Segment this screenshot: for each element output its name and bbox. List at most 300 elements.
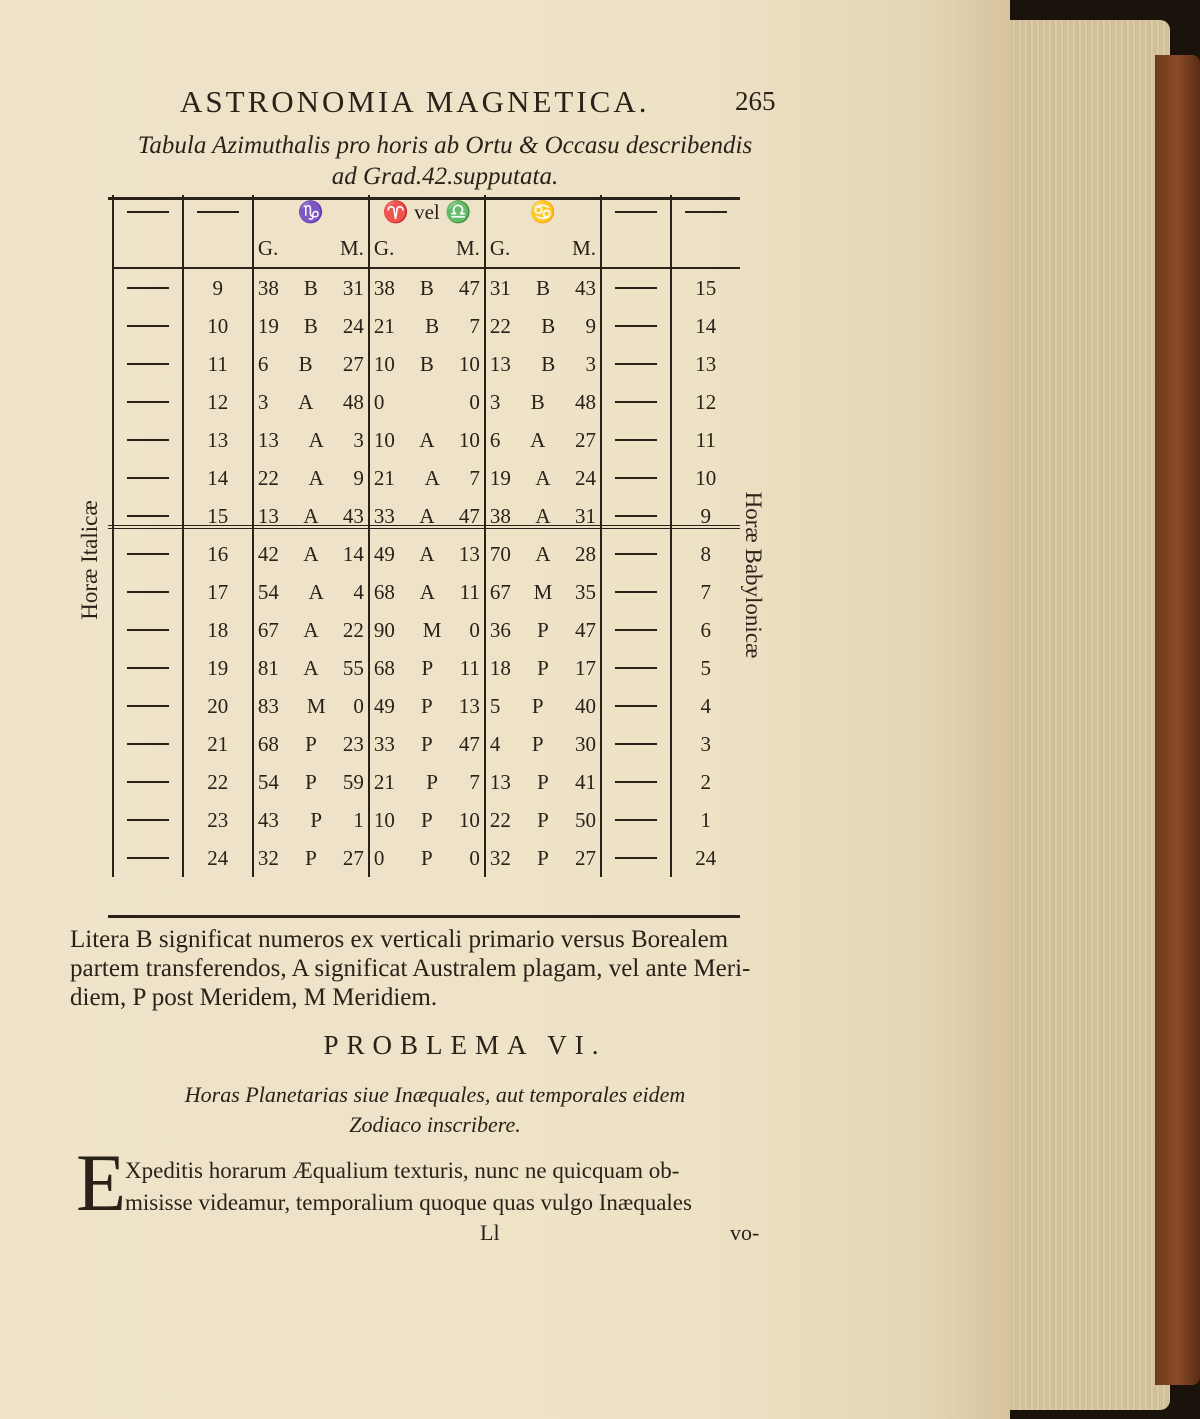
babylonic-hour-cell: 2 xyxy=(671,763,740,801)
table-row xyxy=(113,383,740,421)
azimuth-minutes: 7 xyxy=(469,465,480,490)
azimuth-degrees: 21 xyxy=(373,465,395,490)
azimuth-degrees: 68 xyxy=(373,655,395,680)
azimuth-letter: A xyxy=(419,427,435,452)
azimuth-minutes: 14 xyxy=(342,541,364,566)
problem-heading: PROBLEMA VI. xyxy=(323,1030,607,1060)
azimuth-degrees: 90 xyxy=(373,617,395,642)
page-edges xyxy=(1010,20,1170,1410)
azimuth-letter: P xyxy=(421,845,433,870)
azimuth-minutes: 13 xyxy=(458,541,480,566)
azimuth-minutes: 13 xyxy=(458,693,480,718)
azimuth-degrees: 36 xyxy=(489,617,511,642)
azimuth-degrees: 3 xyxy=(489,389,501,414)
sign-aries-libra: ♈ vel ♎ xyxy=(369,195,485,229)
azimuth-letter: P xyxy=(537,769,549,794)
dash-rule xyxy=(127,401,169,403)
dash-rule xyxy=(127,667,169,669)
azimuth-letter: P xyxy=(421,731,433,756)
table-caption xyxy=(80,130,810,192)
book-cover xyxy=(1155,55,1200,1385)
azimuth-minutes: 24 xyxy=(342,313,364,338)
azimuth-cell xyxy=(485,725,601,763)
azimuth-minutes: 0 xyxy=(469,617,480,642)
azimuth-minutes: 30 xyxy=(575,731,597,756)
azimuth-letter: A xyxy=(419,579,435,604)
italic-hour-cell: 24 xyxy=(183,839,253,877)
azimuth-degrees: 13 xyxy=(489,351,511,376)
azimuth-cell xyxy=(253,611,369,649)
azimuth-degrees: 4 xyxy=(489,731,501,756)
azimuth-letter: P xyxy=(531,731,544,756)
azimuth-letter: A xyxy=(308,465,324,490)
babylonic-hour-cell: 4 xyxy=(671,687,740,725)
azimuth-degrees: 22 xyxy=(489,313,511,338)
azimuth-cell xyxy=(369,307,485,345)
azimuth-cell xyxy=(485,268,601,307)
italic-hour-cell: 22 xyxy=(183,763,253,801)
italic-hour-cell: 11 xyxy=(183,345,253,383)
italic-hour-cell: 18 xyxy=(183,611,253,649)
subtitle-line-2: Zodiaco inscribere. xyxy=(349,1112,521,1137)
dash-rule xyxy=(615,325,657,327)
azimuth-letter: P xyxy=(305,845,317,870)
azimuth-degrees: 83 xyxy=(257,693,279,718)
azimuth-letter: A xyxy=(419,541,435,566)
azimuth-degrees: 43 xyxy=(257,807,279,832)
azimuth-minutes: 10 xyxy=(458,351,480,376)
azimuth-degrees: 10 xyxy=(373,807,395,832)
table-row xyxy=(113,611,740,649)
azimuth-minutes: 41 xyxy=(575,769,597,794)
azimuth-letter: P xyxy=(305,769,317,794)
dash-rule xyxy=(615,743,657,745)
azimuth-degrees: 13 xyxy=(257,427,279,452)
azimuth-cell xyxy=(253,383,369,421)
dash-rule xyxy=(127,553,169,555)
italic-hour-cell: 17 xyxy=(183,573,253,611)
table-note xyxy=(70,925,790,1012)
azimuth-minutes: 27 xyxy=(575,427,596,452)
azimuth-letter: A xyxy=(535,503,551,528)
italic-hour-cell: 9 xyxy=(183,268,253,307)
azimuth-degrees: 33 xyxy=(373,503,395,528)
dash-rule xyxy=(615,439,657,441)
azimuth-letter: P xyxy=(421,655,434,680)
azimuth-minutes: 28 xyxy=(575,541,596,566)
dash-rule xyxy=(127,819,169,821)
side-label-right-text: Horæ Babylonicæ xyxy=(741,491,766,659)
azimuth-degrees: 0 xyxy=(373,845,385,870)
azimuth-letter: A xyxy=(308,427,324,452)
azimuth-cell xyxy=(485,535,601,573)
table-row xyxy=(113,535,740,573)
azimuth-degrees: 68 xyxy=(257,731,279,756)
babylonic-hour-cell: 9 xyxy=(671,497,740,535)
table-row xyxy=(113,801,740,839)
azimuth-degrees: 32 xyxy=(257,845,279,870)
caption-line-1: Tabula Azimuthalis pro horis ab Ortu & Occasu describendis xyxy=(137,132,753,159)
azimuth-cell xyxy=(369,345,485,383)
azimuth-degrees: 70 xyxy=(489,541,511,566)
dash-rule xyxy=(615,629,657,631)
azimuth-cell xyxy=(253,307,369,345)
problem-subtitle xyxy=(130,1080,740,1140)
caption-line-2: ad Grad.42.supputata. xyxy=(331,163,559,190)
dash-rule xyxy=(615,591,657,593)
azimuth-cell xyxy=(369,687,485,725)
azimuth-minutes: 17 xyxy=(575,655,597,680)
table-row xyxy=(113,497,740,535)
unit-header-row xyxy=(113,229,740,268)
babylonic-hour-cell: 10 xyxy=(671,459,740,497)
italic-hour-cell: 21 xyxy=(183,725,253,763)
dash-rule xyxy=(197,211,239,213)
azimuth-minutes: 10 xyxy=(458,427,480,452)
azimuth-degrees: 54 xyxy=(257,769,279,794)
unit-m: M. xyxy=(455,235,480,260)
azimuth-minutes: 24 xyxy=(575,465,596,490)
azimuth-degrees: 13 xyxy=(257,503,279,528)
dash-rule xyxy=(127,591,169,593)
azimuth-degrees: 49 xyxy=(373,693,395,718)
unit-g: G. xyxy=(373,235,395,260)
azimuth-minutes: 0 xyxy=(469,389,480,414)
azimuth-letter: P xyxy=(537,845,549,870)
azimuth-letter: B xyxy=(541,351,556,376)
azimuth-cell xyxy=(369,649,485,687)
azimuth-degrees: 6 xyxy=(489,427,501,452)
note-line-1: Litera B significat numeros ex verticali primario versus Borealem xyxy=(70,926,729,953)
azimuth-cell xyxy=(485,573,601,611)
azimuth-degrees: 54 xyxy=(257,579,279,604)
azimuth-degrees: 18 xyxy=(489,655,511,680)
dash-rule xyxy=(127,629,169,631)
azimuth-minutes: 10 xyxy=(458,807,480,832)
azimuth-cell xyxy=(253,573,369,611)
azimuth-cell xyxy=(485,611,601,649)
unit-cell xyxy=(369,229,485,268)
table-row xyxy=(113,573,740,611)
dash-rule xyxy=(127,743,169,745)
azimuth-degrees: 3 xyxy=(257,389,269,414)
azimuth-cell xyxy=(485,459,601,497)
italic-hour-cell: 10 xyxy=(183,307,253,345)
babylonic-hour-cell: 7 xyxy=(671,573,740,611)
azimuth-cell xyxy=(369,421,485,459)
azimuth-letter: A xyxy=(535,541,551,566)
azimuth-cell xyxy=(253,268,369,307)
azimuth-cell xyxy=(485,421,601,459)
azimuth-letter: A xyxy=(303,503,319,528)
signature-mark: Ll xyxy=(480,1220,500,1245)
dash-rule xyxy=(615,287,657,289)
babylonic-hour-cell: 1 xyxy=(671,801,740,839)
italic-hour-cell: 16 xyxy=(183,535,253,573)
azimuth-minutes: 3 xyxy=(353,427,364,452)
azimuth-letter: M xyxy=(533,579,553,604)
table-row xyxy=(113,345,740,383)
azimuth-letter: B xyxy=(541,313,556,338)
azimuth-letter: A xyxy=(530,427,546,452)
azimuth-cell xyxy=(369,611,485,649)
azimuth-letter: B xyxy=(530,389,545,414)
azimuth-letter: P xyxy=(305,731,317,756)
dash-rule xyxy=(615,705,657,707)
azimuth-cell xyxy=(485,497,601,535)
azimuth-degrees: 38 xyxy=(373,275,395,300)
azimuth-minutes: 31 xyxy=(342,275,364,300)
dash-rule xyxy=(127,857,169,859)
azimuth-letter: B xyxy=(535,275,550,300)
babylonic-hour-cell: 6 xyxy=(671,611,740,649)
azimuth-minutes: 48 xyxy=(342,389,364,414)
dash-rule xyxy=(127,211,169,213)
azimuth-letter: P xyxy=(310,807,322,832)
azimuth-minutes: 23 xyxy=(342,731,364,756)
dash-rule xyxy=(127,287,169,289)
catchword: vo- xyxy=(730,1220,760,1245)
dash-rule xyxy=(127,515,169,517)
azimuth-letter: A xyxy=(424,465,440,490)
azimuth-letter: A xyxy=(303,541,319,566)
azimuth-cell xyxy=(369,383,485,421)
azimuth-degrees: 19 xyxy=(257,313,279,338)
azimuth-degrees: 5 xyxy=(489,693,501,718)
azimuth-minutes: 59 xyxy=(342,769,364,794)
body-line-1: Xpeditis horarum Æqualium texturis, nunc ne quicquam ob- xyxy=(125,1158,680,1183)
dash-rule xyxy=(615,553,657,555)
azimuth-letter: P xyxy=(421,807,433,832)
azimuth-cell xyxy=(369,801,485,839)
azimuth-cell xyxy=(369,839,485,877)
unit-m: M. xyxy=(339,235,364,260)
azimuth-minutes: 48 xyxy=(575,389,596,414)
running-head xyxy=(0,84,1010,124)
azimuth-minutes: 47 xyxy=(458,731,480,756)
azimuth-degrees: 21 xyxy=(373,769,395,794)
table-row xyxy=(113,421,740,459)
azimuth-cell xyxy=(253,725,369,763)
babylonic-hour-cell: 15 xyxy=(671,268,740,307)
babylonic-hour-cell: 3 xyxy=(671,725,740,763)
dash-rule xyxy=(127,705,169,707)
azimuth-degrees: 21 xyxy=(373,313,395,338)
subtitle-line-1: Horas Planetarias siue Inæquales, aut temporales eidem xyxy=(184,1082,686,1107)
azimuth-degrees: 10 xyxy=(373,427,395,452)
azimuth-cell xyxy=(369,268,485,307)
note-line-2: partem transferendos, A significat Australem plagam, vel ante Meri- xyxy=(70,955,751,982)
azimuth-letter: A xyxy=(303,617,319,642)
unit-cell xyxy=(253,229,369,268)
dash-rule xyxy=(615,515,657,517)
dash-rule xyxy=(127,477,169,479)
azimuth-cell xyxy=(369,573,485,611)
italic-hour-cell: 13 xyxy=(183,421,253,459)
italic-hour-cell: 12 xyxy=(183,383,253,421)
babylonic-hour-cell: 24 xyxy=(671,839,740,877)
table-row xyxy=(113,459,740,497)
body-line-2: misisse videamur, temporalium quoque quas vulgo Inæquales xyxy=(125,1190,692,1215)
azimuth-minutes: 9 xyxy=(585,313,596,338)
azimuth-degrees: 31 xyxy=(489,275,511,300)
table-row xyxy=(113,725,740,763)
azimuth-letter: P xyxy=(537,655,549,680)
azimuth-minutes: 43 xyxy=(342,503,364,528)
drop-cap: E xyxy=(76,1137,127,1228)
dash-rule xyxy=(615,667,657,669)
azimuth-letter: A xyxy=(419,503,435,528)
azimuth-letter: B xyxy=(303,313,318,338)
azimuth-minutes: 11 xyxy=(459,655,480,680)
azimuth-minutes: 7 xyxy=(469,313,480,338)
azimuth-cell xyxy=(369,725,485,763)
azimuth-letter: B xyxy=(419,275,434,300)
azimuth-minutes: 4 xyxy=(353,579,364,604)
side-label-left xyxy=(70,490,110,630)
unit-m: M. xyxy=(572,235,597,260)
azimuth-minutes: 3 xyxy=(585,351,596,376)
table-row xyxy=(113,649,740,687)
azimuth-letter: A xyxy=(535,465,551,490)
dash-rule xyxy=(685,211,727,213)
azimuth-cell xyxy=(253,459,369,497)
babylonic-hour-cell: 11 xyxy=(671,421,740,459)
babylonic-hour-cell: 13 xyxy=(671,345,740,383)
azimuth-letter: B xyxy=(419,351,434,376)
azimuth-cell xyxy=(253,763,369,801)
azimuth-degrees: 32 xyxy=(489,845,511,870)
azimuth-letter: M xyxy=(306,693,326,718)
azimuth-minutes: 1 xyxy=(353,807,364,832)
azimuth-minutes: 47 xyxy=(575,617,597,642)
dash-rule xyxy=(615,401,657,403)
azimuth-cell xyxy=(485,383,601,421)
unit-cell xyxy=(485,229,601,268)
babylonic-hour-cell: 14 xyxy=(671,307,740,345)
azimuth-minutes: 35 xyxy=(575,579,597,604)
azimuth-minutes: 43 xyxy=(575,275,596,300)
italic-hour-cell: 14 xyxy=(183,459,253,497)
azimuth-minutes: 0 xyxy=(469,845,480,870)
azimuth-cell xyxy=(485,687,601,725)
azimuth-degrees: 13 xyxy=(489,769,511,794)
dash-rule xyxy=(615,363,657,365)
azimuth-minutes: 55 xyxy=(342,655,364,680)
dash-rule xyxy=(615,211,657,213)
dash-rule xyxy=(615,477,657,479)
azimuth-degrees: 67 xyxy=(257,617,279,642)
table-bottom-rule xyxy=(108,915,740,918)
italic-hour-cell: 20 xyxy=(183,687,253,725)
azimuth-minutes: 47 xyxy=(458,275,480,300)
azimuth-minutes: 27 xyxy=(575,845,597,870)
azimuth-degrees: 10 xyxy=(373,351,395,376)
azimuth-cell xyxy=(485,649,601,687)
azimuth-letter: P xyxy=(531,693,544,718)
azimuth-degrees: 68 xyxy=(373,579,395,604)
azimuth-minutes: 27 xyxy=(342,845,364,870)
azimuth-degrees: 19 xyxy=(489,465,511,490)
azimuth-cell xyxy=(369,763,485,801)
babylonic-hour-cell: 8 xyxy=(671,535,740,573)
azimuth-minutes: 50 xyxy=(575,807,597,832)
azimuth-minutes: 27 xyxy=(342,351,364,376)
azimuth-cell xyxy=(485,345,601,383)
sign-cancer: ♋ xyxy=(485,195,601,229)
azimuth-letter: B xyxy=(303,275,318,300)
table-row xyxy=(113,268,740,307)
azimuth-degrees: 0 xyxy=(373,389,385,414)
azimuth-degrees: 38 xyxy=(489,503,511,528)
azimuth-degrees: 42 xyxy=(257,541,279,566)
azimuth-letter: B xyxy=(425,313,440,338)
azimuth-degrees: 22 xyxy=(489,807,511,832)
running-title: ASTRONOMIA MAGNETICA. xyxy=(180,84,650,119)
azimuth-cell xyxy=(369,535,485,573)
azimuth-cell xyxy=(253,801,369,839)
dash-rule xyxy=(127,781,169,783)
azimuth-cell xyxy=(369,459,485,497)
babylonic-hour-cell: 5 xyxy=(671,649,740,687)
azimuth-cell xyxy=(253,535,369,573)
azimuth-letter: P xyxy=(537,617,549,642)
dash-rule xyxy=(127,325,169,327)
azimuth-letter: P xyxy=(537,807,549,832)
azimuth-letter: A xyxy=(303,655,319,680)
azimuth-letter: A xyxy=(298,389,314,414)
table-row xyxy=(113,687,740,725)
body-text xyxy=(125,1155,775,1219)
dash-rule xyxy=(615,857,657,859)
table-row xyxy=(113,307,740,345)
azimuth-minutes: 31 xyxy=(575,503,596,528)
azimuth-degrees: 49 xyxy=(373,541,395,566)
dash-rule xyxy=(127,363,169,365)
azimuth-cell xyxy=(485,839,601,877)
dash-rule xyxy=(615,819,657,821)
sign-header-row xyxy=(113,195,740,229)
unit-g: G. xyxy=(489,235,511,260)
note-line-3: diem, P post Meridem, M Meridiem. xyxy=(70,984,438,1011)
azimuth-minutes: 0 xyxy=(353,693,364,718)
azimuth-cell xyxy=(253,497,369,535)
side-label-left-text: Horæ Italicæ xyxy=(77,500,102,620)
azimuth-letter: B xyxy=(298,351,313,376)
azimuth-minutes: 47 xyxy=(458,503,480,528)
azimuth-cell xyxy=(369,497,485,535)
azimuth-minutes: 9 xyxy=(353,465,364,490)
azimuth-table xyxy=(112,195,740,877)
dash-rule xyxy=(615,781,657,783)
babylonic-hour-cell: 12 xyxy=(671,383,740,421)
sign-capricorn: ♑ xyxy=(253,195,369,229)
dash-rule xyxy=(127,439,169,441)
azimuth-cell xyxy=(253,345,369,383)
azimuth-minutes: 22 xyxy=(342,617,364,642)
azimuth-cell xyxy=(485,801,601,839)
azimuth-letter: M xyxy=(422,617,442,642)
azimuth-cell xyxy=(253,421,369,459)
azimuth-degrees: 67 xyxy=(489,579,511,604)
azimuth-cell xyxy=(253,649,369,687)
table-row xyxy=(113,839,740,877)
azimuth-degrees: 38 xyxy=(257,275,279,300)
azimuth-degrees: 81 xyxy=(257,655,279,680)
table-body xyxy=(113,268,740,877)
italic-hour-cell: 19 xyxy=(183,649,253,687)
unit-g: G. xyxy=(257,235,279,260)
